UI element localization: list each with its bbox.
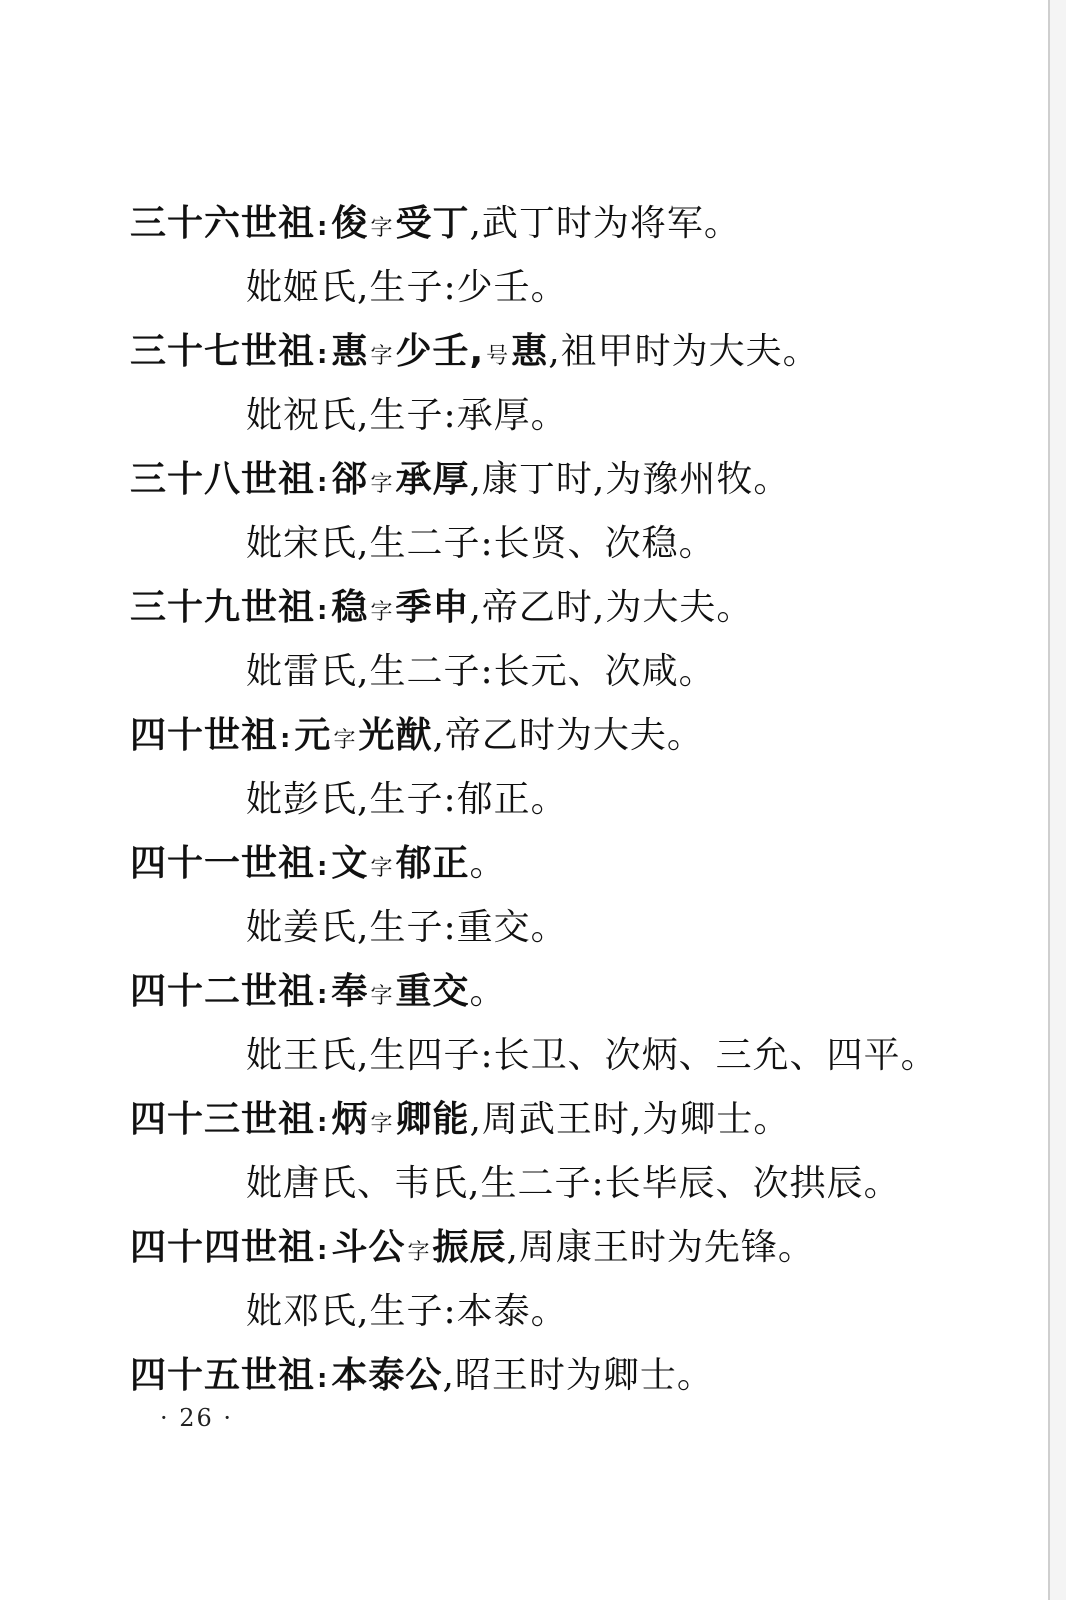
ancestor-line-39 <box>130 576 930 640</box>
courtesy-name: 郁正 <box>395 843 470 884</box>
zi-label: 字 <box>370 856 394 881</box>
generation-label: 四十一世祖 <box>130 843 316 884</box>
ancestor-name: 斗公 <box>331 1227 406 1268</box>
ancestor-name: 惠 <box>331 331 369 372</box>
courtesy-name: 重交 <box>395 971 470 1012</box>
colon: : <box>317 1236 329 1266</box>
courtesy-name: 承厚 <box>395 459 470 500</box>
generation-label: 三十八世祖 <box>130 459 316 500</box>
description: 。 <box>469 843 507 884</box>
separator: , <box>469 331 485 372</box>
ancestor-line-36 <box>130 192 930 256</box>
spouse-line-42: 妣王氏,生四子:长卫、次炳、三允、四平。 <box>246 1035 938 1076</box>
colon: : <box>317 468 329 498</box>
genealogy-text <box>130 192 938 1408</box>
colon: : <box>317 212 329 242</box>
ancestor-line-40 <box>130 704 930 768</box>
courtesy-name: 少壬 <box>395 331 470 372</box>
zi-label: 字 <box>370 472 394 497</box>
zi-label: 字 <box>370 984 394 1009</box>
colon: : <box>317 1364 329 1394</box>
ancestor-name: 炳 <box>331 1099 369 1140</box>
description: ,武丁时为将军。 <box>469 203 741 244</box>
spouse-line-44: 妣邓氏,生子:本泰。 <box>246 1291 568 1332</box>
zi-label: 字 <box>370 600 394 625</box>
spouse-line-41: 妣姜氏,生子:重交。 <box>246 907 568 948</box>
generation-label: 四十世祖 <box>130 715 279 756</box>
ancestor-line-45 <box>130 1344 930 1408</box>
ancestor-name: 郤 <box>331 459 369 500</box>
courtesy-name: 卿能 <box>395 1099 470 1140</box>
ancestor-line-44 <box>130 1216 930 1280</box>
description: ,祖甲时为大夫。 <box>548 331 820 372</box>
colon: : <box>280 724 292 754</box>
ancestor-line-37 <box>130 320 930 384</box>
description: ,昭王时为卿士。 <box>442 1355 714 1396</box>
colon: : <box>317 852 329 882</box>
ancestor-name: 本泰公 <box>331 1355 443 1396</box>
spouse-line-39: 妣雷氏,生二子:长元、次咸。 <box>246 651 716 692</box>
zi-label: 字 <box>333 728 357 753</box>
description: ,周康王时为先锋。 <box>506 1227 815 1268</box>
ancestor-name: 俊 <box>331 203 369 244</box>
ancestor-name: 文 <box>331 843 369 884</box>
page-edge-line <box>1048 0 1050 1600</box>
generation-label: 四十四世祖 <box>130 1227 316 1268</box>
ancestor-line-42 <box>130 960 930 1024</box>
ancestor-name: 稳 <box>331 587 369 628</box>
description: ,帝乙时,为大夫。 <box>469 587 754 628</box>
zi-label: 字 <box>370 216 394 241</box>
description: ,周武王时,为卿士。 <box>469 1099 791 1140</box>
ancestor-name: 奉 <box>331 971 369 1012</box>
generation-label: 三十九世祖 <box>130 587 316 628</box>
generation-label: 四十五世祖 <box>130 1355 316 1396</box>
spouse-line-40: 妣彭氏,生子:郁正。 <box>246 779 568 820</box>
page-edge-shadow <box>1050 0 1066 1600</box>
generation-label: 三十七世祖 <box>130 331 316 372</box>
hao-label: 号 <box>486 344 510 369</box>
spouse-line-36: 妣姬氏,生子:少壬。 <box>246 267 568 308</box>
colon: : <box>317 1108 329 1138</box>
courtesy-name: 振辰 <box>432 1227 507 1268</box>
ancestor-line-43 <box>130 1088 930 1152</box>
colon: : <box>317 340 329 370</box>
spouse-line-37: 妣祝氏,生子:承厚。 <box>246 395 568 436</box>
spouse-line-43: 妣唐氏、韦氏,生二子:长毕辰、次拱辰。 <box>246 1163 901 1204</box>
colon: : <box>317 596 329 626</box>
description: ,帝乙时为大夫。 <box>432 715 704 756</box>
generation-label: 四十三世祖 <box>130 1099 316 1140</box>
page-number: · 26 · <box>160 1404 234 1432</box>
spouse-line-38: 妣宋氏,生二子:长贤、次稳。 <box>246 523 716 564</box>
courtesy-name: 受丁 <box>395 203 470 244</box>
courtesy-name: 季申 <box>395 587 470 628</box>
ancestor-line-38 <box>130 448 930 512</box>
description: 。 <box>469 971 507 1012</box>
ancestor-name: 元 <box>294 715 332 756</box>
zi-label: 字 <box>370 1112 394 1137</box>
zi-label: 字 <box>407 1240 431 1265</box>
colon: : <box>317 980 329 1010</box>
ancestor-line-41 <box>130 832 930 896</box>
generation-label: 三十六世祖 <box>130 203 316 244</box>
zi-label: 字 <box>370 344 394 369</box>
description: ,康丁时,为豫州牧。 <box>469 459 791 500</box>
generation-label: 四十二世祖 <box>130 971 316 1012</box>
art-name: 惠 <box>511 331 549 372</box>
courtesy-name: 光猷 <box>358 715 433 756</box>
